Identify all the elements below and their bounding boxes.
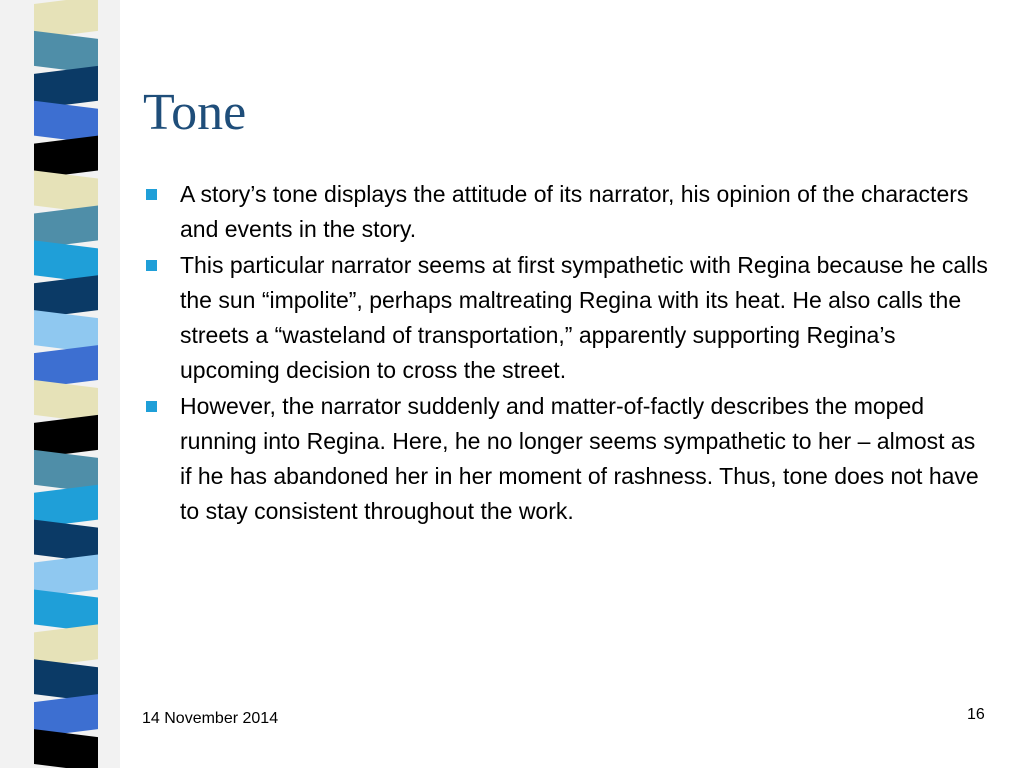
bullet-list [143, 177, 993, 530]
square-bullet-icon [146, 189, 157, 200]
stripe-graphic [0, 0, 120, 768]
slide-title: Tone [143, 84, 247, 141]
square-bullet-icon [146, 401, 157, 412]
decorative-stripe-column [0, 0, 120, 768]
bullet-item [143, 389, 993, 529]
footer-date: 14 November 2014 [142, 710, 279, 727]
bullet-text: This particular narrator seems at first sympathetic with Regina because he calls the sun “impolite”, perhaps maltreating Regina with its heat. He also calls the streets a “wasteland of transportation,” apparently supporting Regina’s upcoming decision to cross the street. [180, 252, 988, 383]
bullet-item [143, 248, 993, 388]
square-bullet-icon [146, 260, 157, 271]
decorative-stripe-segment [34, 729, 98, 768]
bullet-item [143, 177, 993, 247]
bullet-text: A story’s tone displays the attitude of its narrator, his opinion of the characters and events in the story. [180, 181, 969, 242]
bullet-text: However, the narrator suddenly and matter-of-factly describes the moped running into Regina. Here, he no longer seems sympathetic to her – almost as if he has abandoned her in her moment of rashness. Thus, tone does not have to stay consistent throughout the work. [180, 393, 979, 524]
slide-number: 16 [967, 706, 985, 723]
